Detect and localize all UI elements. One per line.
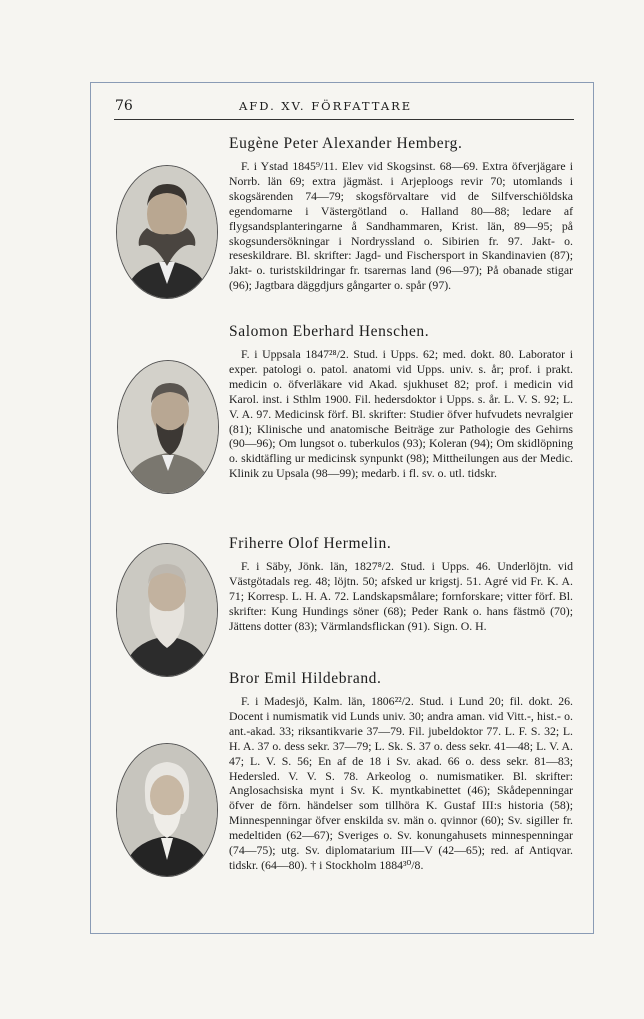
running-head: AFD. XV. FÖRFATTARE <box>239 99 413 113</box>
portrait-hemberg <box>116 165 218 299</box>
entry-text: F. i Säby, Jönk. län, 1827⁸/2. Stud. i Upps. 46. Underlöjtn. vid Västgötadals reg. 48; löjtn. 50; afsked ur krigstj. 51. Agré vid Fr. K. A. 71; Korresp. L. H. A. 72. Landskapsmålare; fornforskare; vitter förf. Bl. skrifter: Kung Hundings söner (68); Peder Rank o. hans fästmö (70); Jättens dotter (83); Värmlandsflickan (91). Sign. O. H. <box>229 559 573 633</box>
entry-text: F. i Madesjö, Kalm. län, 1806²²/2. Stud. i Lund 20; fil. dokt. 26. Docent i numismatik vid Lunds univ. 30; andra aman. vid Vitt.-, hist.- o. ant.-akad. 33; riksantikvarie 37—79. Fil. jubeldoktor 77. L. F. S. 32; L. H. A. 37 o. dess sekr. 37—79; L. Sk. S. 37 o. dess sekr. 41—48; L. V. A. 47; L. V. S. 56; En af de 18 i Sv. akad. 66 o. dess sekr. 81—83; Hedersled. V. V. S. 78. Arkeolog o. numismatiker. Bl. skrifter: Anglosachsiska mynt i Sv. K. myntkabinettet (46); Skådepenningar öfver de förn. händelser som tillhöra K. Gustaf III:s historia (58); Minnespenningar öfver enskilda sv. män o. qvinnor (60); Sv. sigiller fr. medeltiden (62—67); Sveriges o. Sv. konungahusets minnespenningar (74—75); utg. Sv. diplomatarium III—V (42—65); red. af Antiqvar. tidskr. (64—80). † i Stockholm 1884³⁰/8. <box>229 694 573 872</box>
entry-name: Salomon Eberhard Henschen. <box>229 323 430 340</box>
entry-hermelin <box>229 535 573 634</box>
entry-name: Friherre Olof Hermelin. <box>229 535 392 552</box>
entry-text: F. i Ystad 1845⁹/11. Elev vid Skogsinst. 68—69. Extra öfverjägare i Norrb. län 69; extra jägmäst. i Arjeploogs revir 70; utomlands i skogsärenden 74—79; skogsförvaltare vid de Silfverschiöldska egendomarne i Västergötland o. Halland 80—88; ledare af flygsandsplanteringarne å Sandhammaren, Krist. län, 89—95; på skogsundersökningar i Nordryssland o. Sibirien fr. 97. Jakt- o. reseskildrare. Bl. skrifter: Jagd- und Fischersport in Skandinavien (87); Jakt- o. turistskildringar fr. tsarernas land (96—97); På obanade stigar (96); Jagtbara däggdjurs gångarter o. spår (97). <box>229 159 573 293</box>
portrait-hermelin-image <box>117 544 217 676</box>
page-header <box>115 98 575 118</box>
entry-hemberg <box>229 135 573 293</box>
portrait-hildebrand <box>116 743 218 877</box>
entry-name: Bror Emil Hildebrand. <box>229 670 382 687</box>
entry-hildebrand <box>229 670 573 873</box>
portrait-hermelin <box>116 543 218 677</box>
portrait-hemberg-image <box>117 166 217 298</box>
page-number: 76 <box>115 98 133 114</box>
portrait-hildebrand-image <box>117 744 217 876</box>
entry-text: F. i Uppsala 1847²⁸/2. Stud. i Upps. 62; med. dokt. 80. Laborator i exper. patologi o. patol. anatomi vid Upps. univ. s. år; prof. i prakt. medicin o. öfverläkare vid Akad. sjukhuset 82; prof. i medicin vid Karol. inst. i Sthlm 1900. Fil. hedersdoktor i Upps. s. år. L. V. S. 92; L. V. A. 97. Medicinsk förf. Bl. skrifter: Studier öfver hufvudets nevralgier (81); Klinische und anatomische Beiträge zur Pathologie des Gehirns (90—96); Om lungsot o. tuberkulos (93); Koleran (94); Om skidlöpning o. skidtäfling ur medicinsk synpunkt (98); Mittheilungen aus der Medic. Klinik zu Upsala (98—99); medarb. i fl. sv. o. utl. tidskr. <box>229 347 573 481</box>
entry-henschen <box>229 323 573 481</box>
portrait-henschen <box>117 360 219 494</box>
entry-name: Eugène Peter Alexander Hemberg. <box>229 135 463 152</box>
portrait-henschen-image <box>118 361 218 493</box>
header-rule <box>114 119 574 120</box>
